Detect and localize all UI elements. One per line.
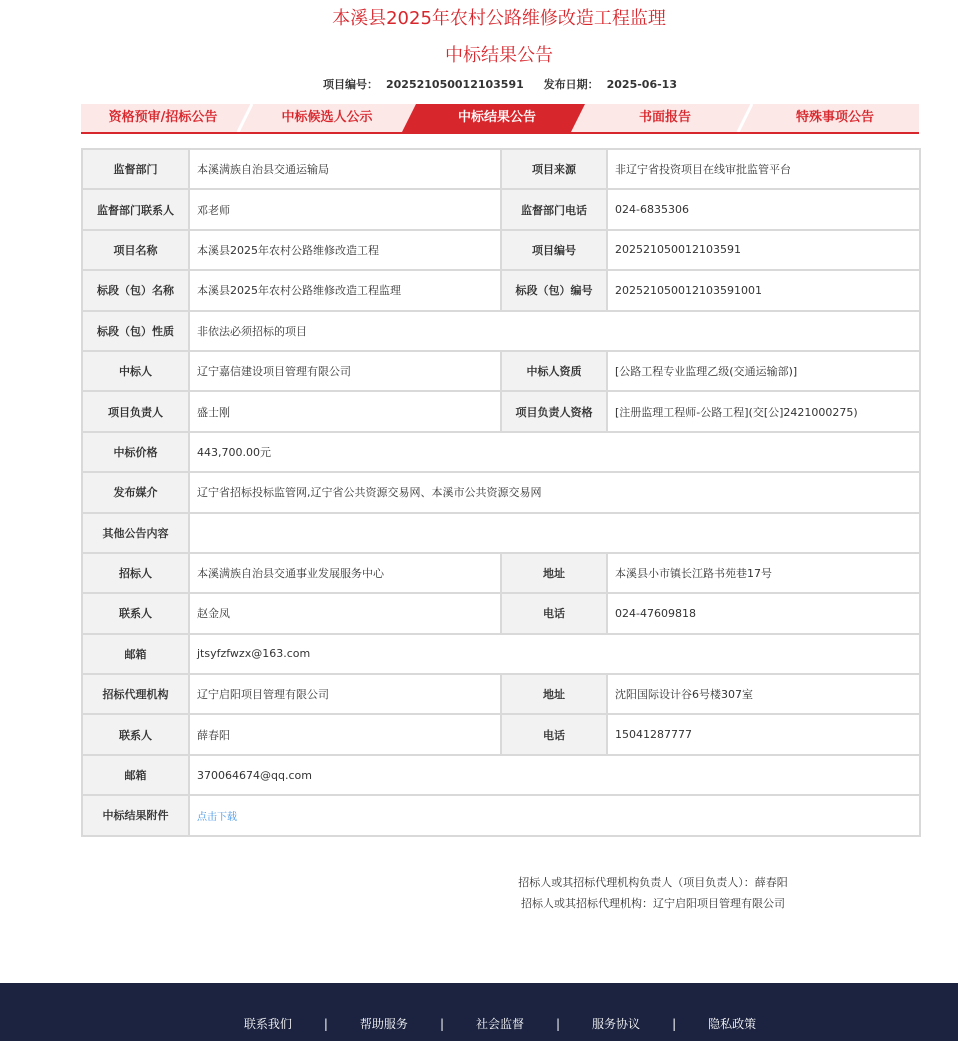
project-name-value: 本溪县2025年农村公路维修改造工程 xyxy=(189,230,501,270)
section-no-value: 202521050012103591001 xyxy=(607,270,920,310)
table-row xyxy=(82,634,920,674)
attachment-label: 中标结果附件 xyxy=(82,795,189,835)
table-row xyxy=(82,795,920,835)
table-row xyxy=(82,270,920,310)
page-title: 本溪县2025年农村公路维修改造工程监理 xyxy=(332,8,666,29)
table-row xyxy=(82,553,920,593)
section-nature-label: 标段（包）性质 xyxy=(82,311,189,351)
footer-separator: | xyxy=(556,1017,561,1031)
project-no-label: 项目编号： xyxy=(323,78,378,91)
agency-contact-value: 薛春阳 xyxy=(189,714,501,754)
media-label: 发布媒介 xyxy=(82,472,189,512)
section-no-label: 标段（包）编号 xyxy=(501,270,607,310)
agency-addr-value: 沈阳国际设计谷6号楼307室 xyxy=(607,674,920,714)
table-row xyxy=(82,230,920,270)
site-footer xyxy=(0,983,958,1041)
signature-agency: 招标人或其招标代理机构：辽宁启阳项目管理有限公司 xyxy=(521,897,785,910)
tenderer-contact-value: 赵金凤 xyxy=(189,593,501,633)
media-value: 辽宁省招标投标监管网,辽宁省公共资源交易网、本溪市公共资源交易网 xyxy=(189,472,920,512)
supervision-phone-label: 监督部门电话 xyxy=(501,189,607,229)
pm-qual-label: 项目负责人资格 xyxy=(501,391,607,431)
supervision-dept-value: 本溪满族自治县交通运输局 xyxy=(189,149,501,189)
announcement-tabs xyxy=(81,104,919,134)
table-row xyxy=(82,755,920,795)
tab-special-matters[interactable]: 特殊事项公告 xyxy=(795,110,874,125)
page-subtitle: 中标结果公告 xyxy=(445,45,553,66)
winner-label: 中标人 xyxy=(82,351,189,391)
winner-qual-label: 中标人资质 xyxy=(501,351,607,391)
price-label: 中标价格 xyxy=(82,432,189,472)
tab-written-report[interactable]: 书面报告 xyxy=(638,110,691,125)
tenderer-phone-label: 电话 xyxy=(501,593,607,633)
agency-value: 辽宁启阳项目管理有限公司 xyxy=(189,674,501,714)
tenderer-email-value: jtsyfzfwzx@163.com xyxy=(189,634,920,674)
publish-date-label: 发布日期： xyxy=(543,78,599,91)
footer-separator: | xyxy=(672,1017,677,1031)
supervision-contact-value: 邓老师 xyxy=(189,189,501,229)
agency-label: 招标代理机构 xyxy=(82,674,189,714)
table-row xyxy=(82,513,920,553)
supervision-phone-value: 024-6835306 xyxy=(607,189,920,229)
supervision-dept-label: 监督部门 xyxy=(82,149,189,189)
tab-prequalification[interactable]: 资格预审/招标公告 xyxy=(108,110,218,125)
table-row xyxy=(82,391,920,431)
table-row xyxy=(82,472,920,512)
pm-qual-value: [注册监理工程师-公路工程](交[公]2421000275) xyxy=(607,391,920,431)
other-content-value xyxy=(189,513,920,553)
tenderer-contact-label: 联系人 xyxy=(82,593,189,633)
tenderer-phone-value: 024-47609818 xyxy=(607,593,920,633)
project-name-label: 项目名称 xyxy=(82,230,189,270)
tenderer-label: 招标人 xyxy=(82,553,189,593)
footer-link-agreement[interactable]: 服务协议 xyxy=(592,1017,641,1031)
table-row xyxy=(82,674,920,714)
footer-links xyxy=(0,1015,958,1032)
footer-link-supervision[interactable]: 社会监督 xyxy=(475,1017,524,1031)
table-row xyxy=(82,432,920,472)
supervision-contact-label: 监督部门联系人 xyxy=(82,189,189,229)
table-row xyxy=(82,149,920,189)
project-no-cell-label: 项目编号 xyxy=(501,230,607,270)
signature-responsible: 招标人或其招标代理机构负责人（项目负责人）：薛春阳 xyxy=(518,876,788,889)
agency-phone-value: 15041287777 xyxy=(607,714,920,754)
agency-phone-label: 电话 xyxy=(501,714,607,754)
tab-result[interactable]: 中标结果公告 xyxy=(457,110,536,125)
tenderer-email-label: 邮箱 xyxy=(82,634,189,674)
other-content-label: 其他公告内容 xyxy=(82,513,189,553)
table-row xyxy=(82,189,920,229)
agency-contact-label: 联系人 xyxy=(82,714,189,754)
agency-email-label: 邮箱 xyxy=(82,755,189,795)
announcement-table xyxy=(81,148,921,837)
table-row xyxy=(82,714,920,754)
winner-qual-value: [公路工程专业监理乙级(交通运输部)] xyxy=(607,351,920,391)
tenderer-value: 本溪满族自治县交通事业发展服务中心 xyxy=(189,553,501,593)
footer-link-help[interactable]: 帮助服务 xyxy=(359,1017,408,1031)
pm-label: 项目负责人 xyxy=(82,391,189,431)
download-link[interactable]: 点击下载 xyxy=(197,811,237,823)
table-row xyxy=(82,311,920,351)
footer-separator: | xyxy=(323,1017,328,1031)
footer-separator: | xyxy=(439,1017,444,1031)
pm-value: 盛士刚 xyxy=(189,391,501,431)
tenderer-addr-value: 本溪县小市镇长江路书苑巷17号 xyxy=(607,553,920,593)
project-no-value: 202521050012103591 xyxy=(386,78,524,91)
project-meta xyxy=(0,76,958,92)
footer-link-privacy[interactable]: 隐私政策 xyxy=(708,1017,757,1031)
section-name-value: 本溪县2025年农村公路维修改造工程监理 xyxy=(189,270,501,310)
price-value: 443,700.00元 xyxy=(189,432,920,472)
table-row xyxy=(82,351,920,391)
tenderer-addr-label: 地址 xyxy=(501,553,607,593)
attachment-cell xyxy=(189,795,920,835)
project-source-value: 非辽宁省投资项目在线审批监管平台 xyxy=(607,149,920,189)
footer-link-contact[interactable]: 联系我们 xyxy=(243,1017,292,1031)
section-name-label: 标段（包）名称 xyxy=(82,270,189,310)
project-source-label: 项目来源 xyxy=(501,149,607,189)
agency-email-value: 370064674@qq.com xyxy=(189,755,920,795)
winner-value: 辽宁嘉信建设项目管理有限公司 xyxy=(189,351,501,391)
section-nature-value: 非依法必须招标的项目 xyxy=(189,311,920,351)
publish-date-value: 2025-06-13 xyxy=(606,78,677,91)
project-no-cell-value: 202521050012103591 xyxy=(607,230,920,270)
tab-candidates[interactable]: 中标候选人公示 xyxy=(281,110,373,125)
agency-addr-label: 地址 xyxy=(501,674,607,714)
table-row xyxy=(82,593,920,633)
